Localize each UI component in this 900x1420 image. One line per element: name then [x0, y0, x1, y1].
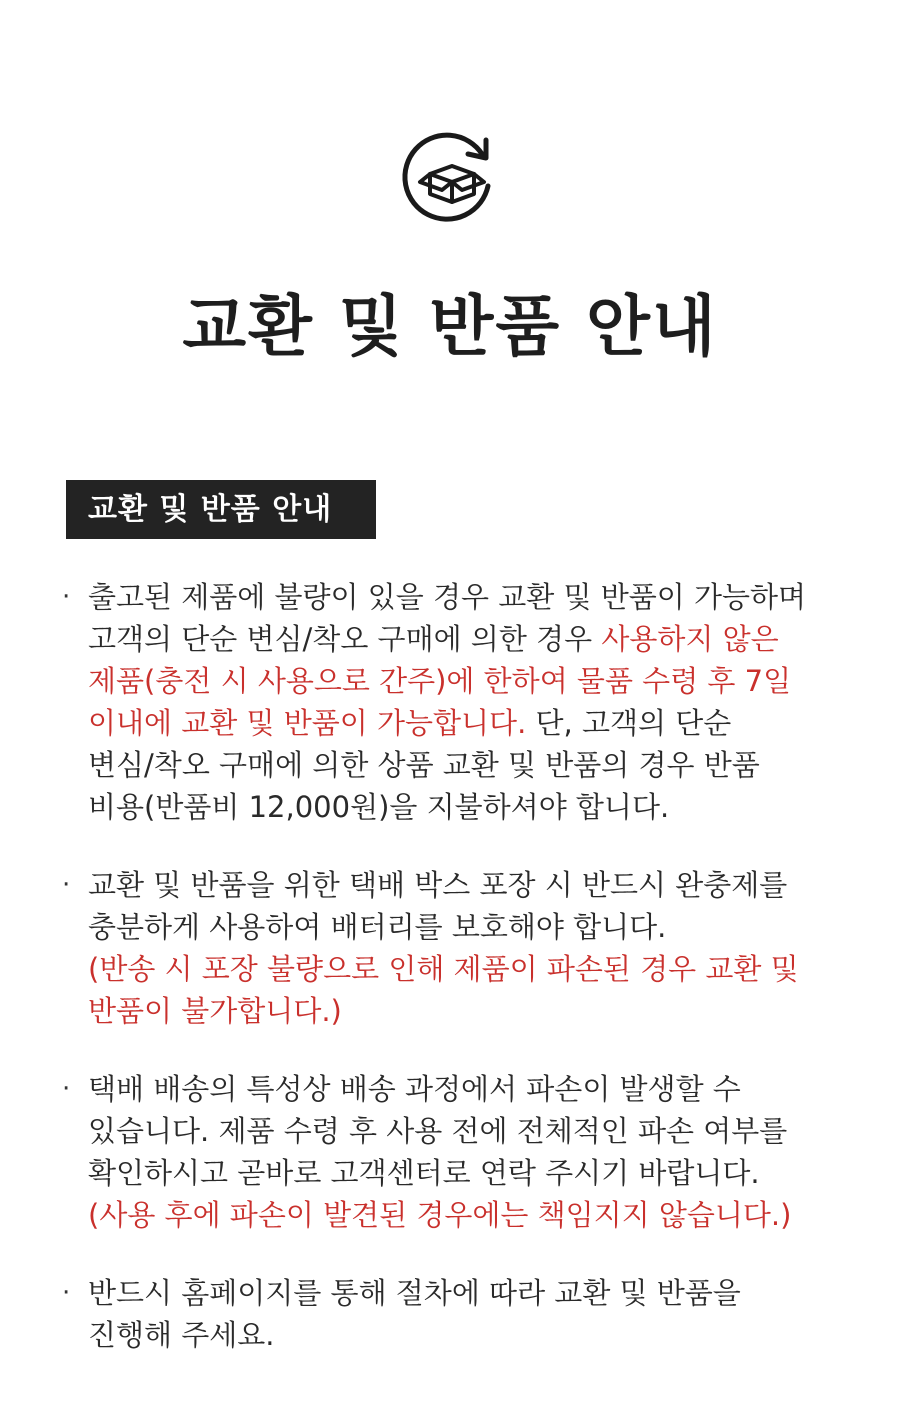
- notice-line: [88, 1068, 860, 1110]
- notice-line: [88, 618, 860, 660]
- notice-text: 확인하시고 곧바로 고객센터로 연락 주시기 바랍니다.: [88, 1156, 760, 1190]
- notice-line: [88, 990, 860, 1032]
- notice-line: [88, 1314, 860, 1356]
- notice-line: [88, 744, 860, 786]
- notice-text: 진행해 주세요.: [88, 1318, 275, 1352]
- notice-line: [88, 1110, 860, 1152]
- notice-text: 출고된 제품에 불량이 있을 경우 교환 및 반품이 가능하며: [88, 580, 807, 614]
- section-label: 교환 및 반품 안내: [66, 480, 376, 539]
- bullet-icon: ·: [62, 582, 71, 612]
- notice-item: [60, 864, 860, 1032]
- notice-line: [88, 1194, 860, 1236]
- notice-text: 택배 배송의 특성상 배송 과정에서 파손이 발생할 수: [88, 1072, 741, 1106]
- notice-highlight-text: 제품(충전 시 사용으로 간주)에 한하여 물품 수령 후 7일: [88, 664, 792, 698]
- notice-highlight-text: (사용 후에 파손이 발견된 경우에는 책임지지 않습니다.): [88, 1198, 792, 1232]
- notice-highlight-text: 사용하지 않은: [601, 622, 779, 656]
- bullet-icon: ·: [62, 1074, 71, 1104]
- notice-text: 변심/착오 구매에 의한 상품 교환 및 반품의 경우 반품: [88, 748, 760, 782]
- notice-line: [88, 906, 860, 948]
- notice-text: 비용(반품비 12,000원)을 지불하셔야 합니다.: [88, 790, 670, 824]
- notice-line: [88, 660, 860, 702]
- notice-line: [88, 786, 860, 828]
- notice-line: [88, 864, 860, 906]
- notice-highlight-text: 반품이 불가합니다.): [88, 994, 342, 1028]
- notice-text: 충분하게 사용하여 배터리를 보호해야 합니다.: [88, 910, 667, 944]
- notice-text: 교환 및 반품을 위한 택배 박스 포장 시 반드시 완충제를: [88, 868, 788, 902]
- notice-item: [60, 576, 860, 828]
- notice-text: 단, 고객의 단순: [526, 706, 732, 740]
- notice-highlight-text: (반송 시 포장 불량으로 인해 제품이 파손된 경우 교환 및: [88, 952, 799, 986]
- notice-line: [88, 1152, 860, 1194]
- notice-line: [88, 1272, 860, 1314]
- notice-line: [88, 702, 860, 744]
- notice-line: [88, 948, 860, 990]
- notice-line: [88, 576, 860, 618]
- notice-list: [60, 576, 860, 1392]
- notice-highlight-text: 이내에 교환 및 반품이 가능합니다.: [88, 706, 527, 740]
- notice-text: 고객의 단순 변심/착오 구매에 의한 경우: [88, 622, 602, 656]
- notice-text: 반드시 홈페이지를 통해 절차에 따라 교환 및 반품을: [88, 1276, 741, 1310]
- notice-item: [60, 1272, 860, 1356]
- box-return-icon: [400, 128, 500, 224]
- notice-text: 있습니다. 제품 수령 후 사용 전에 전체적인 파손 여부를: [88, 1114, 788, 1148]
- page-title: 교환 및 반품 안내: [182, 288, 718, 365]
- notice-item: [60, 1068, 860, 1236]
- bullet-icon: ·: [62, 870, 71, 900]
- bullet-icon: ·: [62, 1278, 71, 1308]
